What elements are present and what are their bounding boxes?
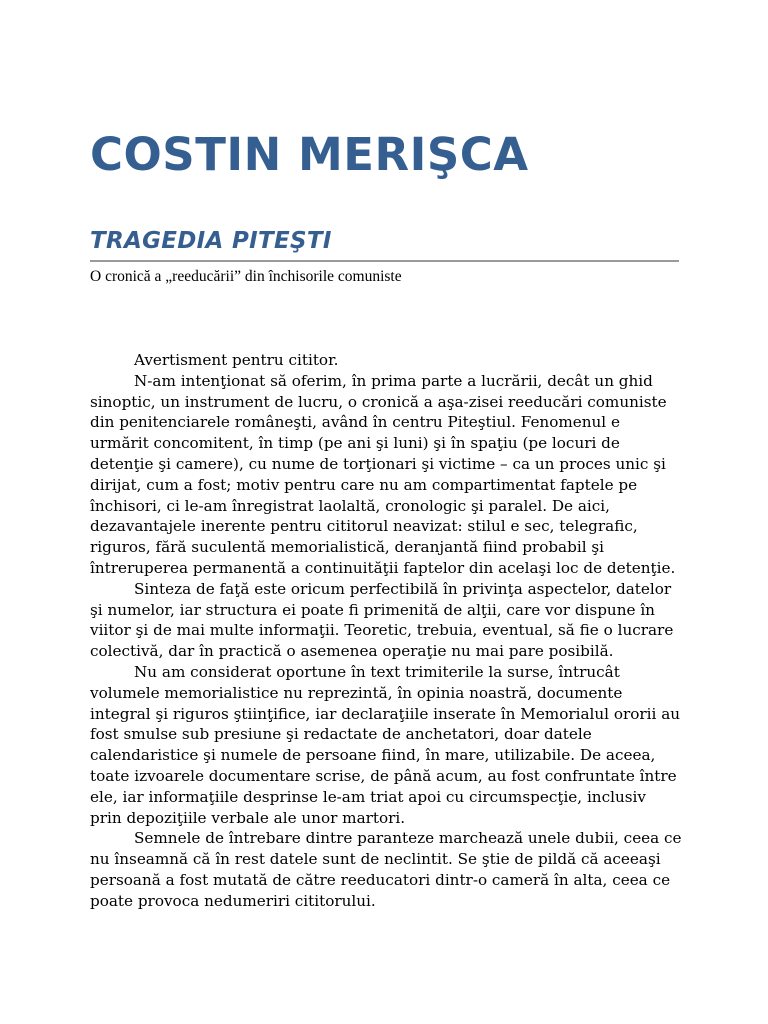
paragraph: Sinteza de faţă este oricum perfectibilă în privinţa aspectelor, datelor şi numelor, iar structura ei poate fi primenită de alţii, care vor dispune în viitor şi de mai multe informaţii. Teoretic, trebuia, eventual, să fie o lucrare colectivă, dar în practică o asemenea operaţie nu mai pare posibilă. [90,579,674,661]
author-name: COSTIN MERIŞCA [90,128,529,181]
paragraph-warning-heading: Avertisment pentru cititor. [134,351,339,369]
paragraph: Nu am considerat oportune în text trimiterile la surse, întrucât volumele memorialistice nu reprezintă, în opinia noastră, documente integral şi riguros ştiinţifice, iar declaraţiile inserate în Memorialul ororii au fost smulse sub presiune şi redactate de anchetatori, doar datele calendaristice şi numele de persoane fiind, în mare, utilizabile. De aceea, toate izvoarele documentare scrise, de până acum, au fost confruntate între ele, iar informaţiile desprinse le-am triat apoi cu circumspecţie, inclusiv prin depoziţiile verbale ale unor martori. [90,662,681,827]
paragraph: Semnele de întrebare dintre paranteze marchează unele dubii, ceea ce nu înseamnă că în rest datele sunt de neclintit. Se ştie de pildă că aceeaşi persoană a fost mutată de către reeducatori dintr-o cameră în alta, ceea ce poate provoca nedumeriri cititorului. [90,829,682,910]
paragraph: N-am intenţionat să oferim, în prima parte a lucrării, decât un ghid sinoptic, un instrument de lucru, o cronică a aşa-zisei reeducări comuniste din penitenciarele româneşti, având în centru Piteştiul. Fenomenul e urmărit concomitent, în timp (pe ani şi luni) şi în spaţiu (pe locuri de detenţie şi camere), cu nume de torţionari şi victime – ca un proces unic şi dirijat, cum a fost; motiv pentru care nu am compartimentat faptele pe închisori, ci le-am înregistrat laolaltă, cronologic şi paralel. De aici, dezavantajele inerente pentru cititorul neavizat: stilul e sec, telegrafic, riguros, fără suculentă memorialistică, deranjantă fiind probabil şi întreruperea permanentă a continuităţii faptelor din acelaşi loc de detenţie. [90,371,676,577]
title-divider [90,260,679,262]
body-text [90,350,682,912]
book-subtitle: O cronică a „reeducării” din închisorile comuniste [90,268,402,285]
book-title: TRAGEDIA PITEŞTI [90,228,332,254]
